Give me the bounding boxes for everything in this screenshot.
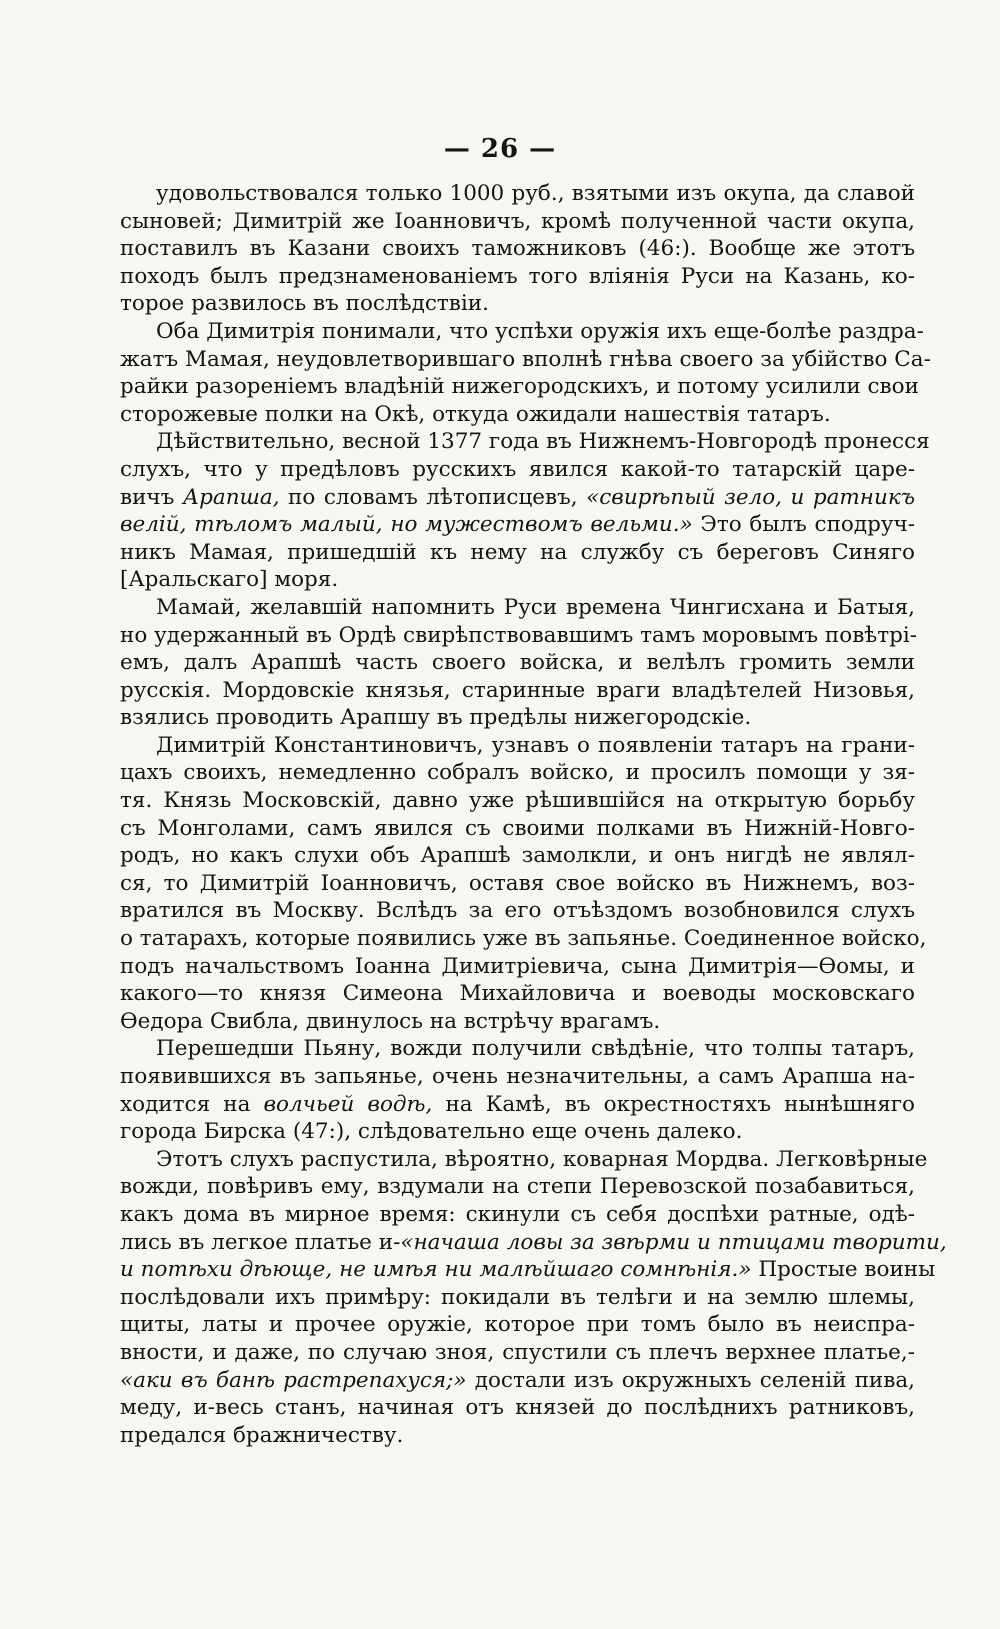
paragraph <box>120 180 915 318</box>
italic-quote-segment: Арапша, <box>182 484 280 510</box>
text-line: подъ начальствомъ Іоанна Димитріевича, сына Димитрія—Ѳомы, и <box>120 953 915 979</box>
paragraph <box>120 428 930 594</box>
text-segment: достали изъ окружныхъ селеній пива, <box>466 1367 916 1393</box>
paragraph <box>120 594 918 732</box>
text-line: Оба Димитрія понимали, что успѣхи оружія ихъ еще-болѣе раздра- <box>156 318 924 344</box>
text-line: Димитрій Константиновичъ, узнавъ о появленіи татаръ на грани- <box>156 732 915 758</box>
text-line: цахъ своихъ, немедленно собралъ войско, и просилъ помощи у зя- <box>120 760 915 786</box>
text-line: Ѳедора Свибла, двинулось на встрѣчу врагамъ. <box>120 1008 661 1034</box>
text-line: послѣдовали ихъ примѣру: покидали въ телѣги и на землю шлемы, <box>120 1284 915 1310</box>
paragraph <box>120 318 931 428</box>
page-number: — 26 — <box>443 134 557 164</box>
text-line: слухъ, что у предѣловъ русскихъ явился какой-то татарскій царе- <box>120 456 915 482</box>
text-line: вожди, повѣривъ ему, вздумали на степи Перевозской позабавиться, <box>120 1174 915 1200</box>
text-line: Дѣйствительно, весной 1377 года въ Нижнемъ-Новгородѣ пронесся <box>156 429 930 455</box>
text-line: емъ, далъ Арапшѣ часть своего войска, и велѣлъ громить земли <box>120 650 915 676</box>
text-line: Этотъ слухъ распустила, вѣроятно, коварная Мордва. Легковѣрные <box>156 1146 928 1172</box>
text-line <box>120 484 915 512</box>
text-line: города Бирска (47:), слѣдовательно еще очень далеко. <box>120 1119 743 1145</box>
text-line: предался бражничеству. <box>120 1422 404 1448</box>
text-line: ся, то Димитрій Іоанновичъ, оставя свое войско въ Нижнемъ, воз- <box>120 870 915 896</box>
text-line: поставилъ въ Казани своихъ таможниковъ (46:). Вообще же этотъ <box>120 236 915 262</box>
text-segment: вичъ <box>120 484 183 510</box>
text-segment: Это былъ сподруч- <box>692 512 915 538</box>
italic-quote-segment: «начаша ловы за звѣрми и птицами творити, <box>400 1229 947 1255</box>
text-line <box>120 511 915 539</box>
text-line: торое развилось въ послѣдствіи. <box>120 291 489 317</box>
italic-quote-segment: велій, тѣломъ малый, но мужествомъ вельми.» <box>120 512 693 538</box>
text-segment: Простые воины <box>751 1257 936 1283</box>
text-line: райки разореніемъ владѣній нижегородскихъ, и потому усилили свои <box>120 374 919 400</box>
text-segment: лись въ легкое платье и- <box>120 1229 401 1255</box>
text-line: взялись проводить Арапшу въ предѣлы нижегородскіе. <box>120 705 752 731</box>
italic-quote-segment: и потѣхи дѣюще, не имѣя ни малѣйшаго сомнѣнія.» <box>120 1257 752 1283</box>
text-line: щиты, латы и прочее оружіе, которое при томъ было въ неиспра- <box>120 1312 915 1338</box>
paragraph <box>120 1146 947 1450</box>
text-line: съ Монголами, самъ явился съ своими полками въ Нижній-Новго- <box>120 815 915 841</box>
text-line: сторожевые полки на Окѣ, откуда ожидали нашествія татаръ. <box>120 401 831 427</box>
text-line: удовольствовался только 1000 руб., взятыми изъ окупа, да славой <box>156 181 915 206</box>
italic-quote-segment: волчьей водѣ, <box>263 1091 433 1117</box>
text-line: меду, и-весь станъ, начиная отъ князей до послѣднихъ ратниковъ, <box>120 1395 915 1421</box>
text-line: появившихся въ запьянье, очень незначительны, а самъ Арапша на- <box>120 1064 915 1089</box>
text-segment: на Камѣ, въ окрестностяхъ нынѣшняго <box>432 1091 916 1117</box>
text-line: жатъ Мамая, неудовлетворившаго вполнѣ гнѣва своего за убійство Са- <box>120 346 931 372</box>
text-line: вратился въ Москву. Вслѣдъ за его отъѣздомъ возобновился слухъ <box>120 898 915 924</box>
text-line: родъ, но какъ слухи объ Арапшѣ замолкли, и онъ нигдѣ не являл- <box>120 843 915 869</box>
text-line <box>120 1367 915 1395</box>
text-line: но удержанный въ Ордѣ свирѣпствовавшимъ тамъ моровымъ повѣтрі- <box>120 622 918 648</box>
text-line: никъ Мамая, пришедшій къ нему на службу съ береговъ Синяго <box>120 539 915 565</box>
paragraph <box>120 732 927 1036</box>
text-line: какого—то князя Симеона Михайловича и воеводы московскаго <box>120 981 915 1007</box>
text-line: вности, и даже, по случаю зноя, спустили съ плечъ верхнее платье,- <box>120 1339 915 1365</box>
paragraph <box>120 1035 915 1145</box>
text-line: о татарахъ, которые появились уже въ запьянье. Соединенное войско, <box>120 926 927 952</box>
body-text <box>120 180 947 1449</box>
text-line: Мамай, желавшій напомнить Руси времена Чингисхана и Батыя, <box>156 594 915 620</box>
text-line: [Аральскаго] моря. <box>120 567 339 593</box>
text-line <box>120 1229 947 1257</box>
text-line <box>120 1091 915 1119</box>
text-line: тя. Князь Московскій, давно уже рѣшившійся на открытую борьбу <box>120 788 915 814</box>
text-line: русскія. Мордовскіе князья, старинные враги владѣтелей Низовья, <box>120 677 915 703</box>
text-line <box>120 1256 936 1284</box>
italic-quote-segment: «свирѣпый зело, и ратникъ <box>586 484 915 510</box>
text-line: походъ былъ предзнаменованіемъ того вліянія Руси на Казань, ко- <box>120 263 915 289</box>
text-line: Перешедши Пьяну, вожди получили свѣдѣніе, что толпы татаръ, <box>156 1036 915 1062</box>
text-line: какъ дома въ мирное время: скинули съ себя доспѣхи ратные, одѣ- <box>120 1201 915 1227</box>
text-segment: ходится на <box>120 1091 264 1117</box>
italic-quote-segment: «аки въ банѣ растрепахуся;» <box>120 1367 467 1393</box>
text-line: сыновей; Димитрій же Іоанновичъ, кромѣ полученной части окупа, <box>120 208 915 234</box>
text-segment: по словамъ лѣтописцевъ, <box>279 484 587 510</box>
